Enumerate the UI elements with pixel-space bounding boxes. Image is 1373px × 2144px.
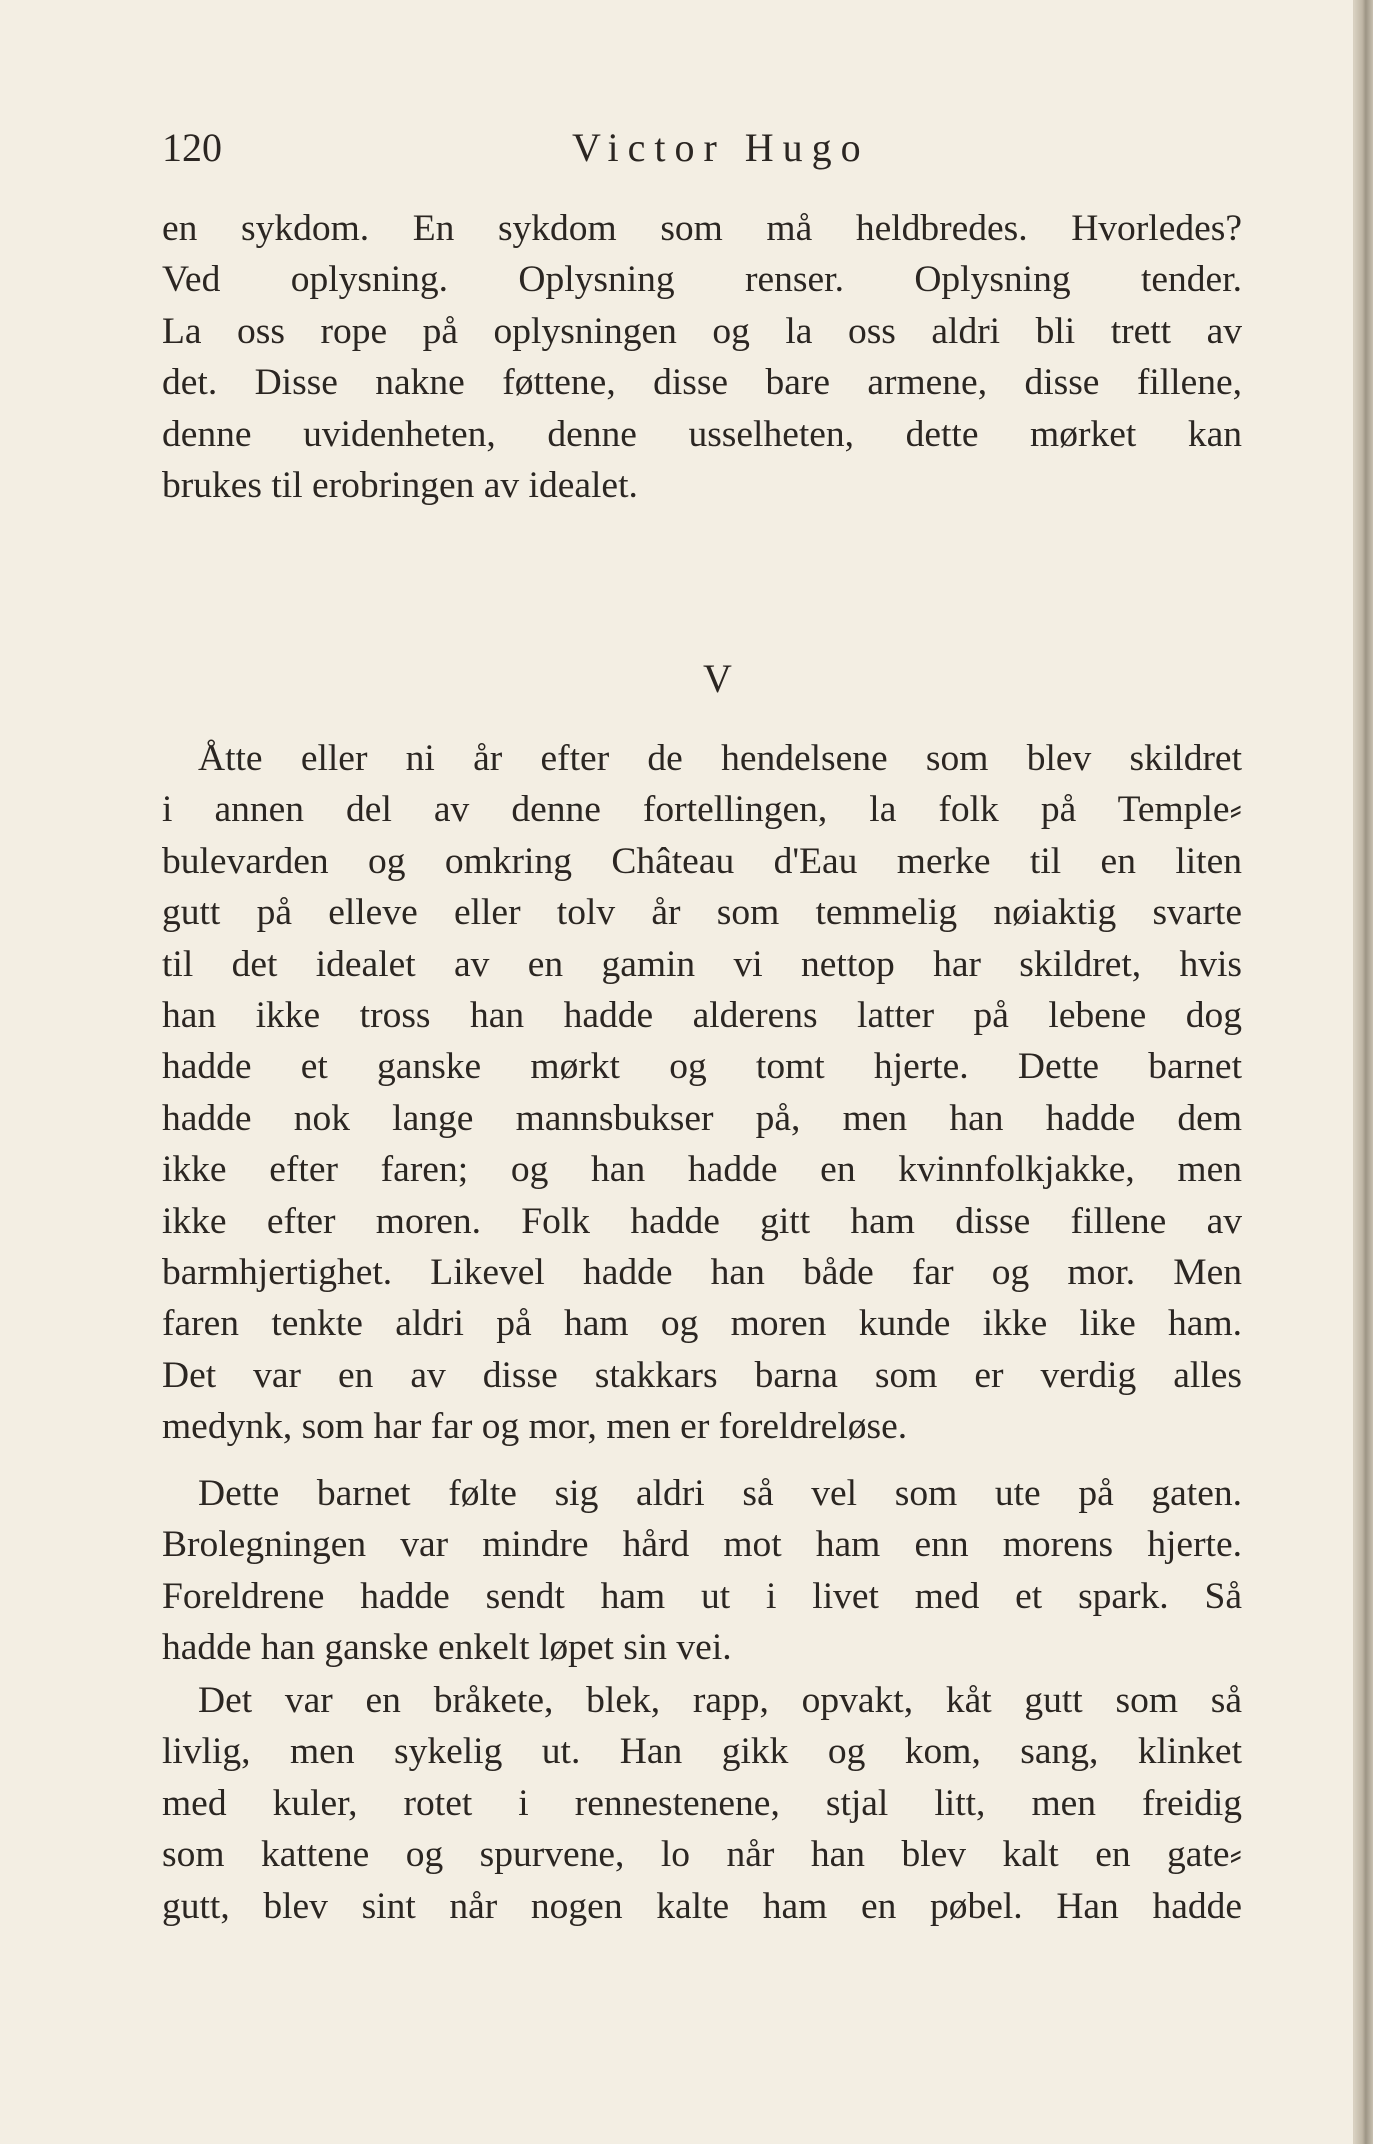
page-number: 120 bbox=[162, 125, 222, 170]
text-line: faren tenkte aldri på ham og moren kunde ikke like ham. bbox=[162, 1303, 1242, 1345]
text-line: La oss rope på oplysningen og la oss aldri bli trett av bbox=[162, 310, 1242, 352]
paragraph-2 bbox=[162, 733, 1242, 1453]
chapter-heading: V bbox=[703, 656, 732, 701]
page-edge bbox=[1355, 0, 1373, 2144]
text-line: gutt på elleve eller tolv år som temmelig nøiaktig svarte bbox=[162, 892, 1242, 934]
text-line: i annen del av denne fortellingen, la folk på Temple⸗ bbox=[162, 789, 1242, 831]
text-line: Dette barnet følte sig aldri så vel som ute på gaten. bbox=[198, 1473, 1242, 1514]
text-line: ikke efter moren. Folk hadde gitt ham disse fillene av bbox=[162, 1200, 1242, 1242]
text-line: Ved oplysning. Oplysning renser. Oplysning tender. bbox=[162, 259, 1242, 301]
text-line: gutt, blev sint når nogen kalte ham en pøbel. Han hadde bbox=[162, 1885, 1242, 1927]
text-line: Brolegningen var mindre hård mot ham enn morens hjerte. bbox=[162, 1524, 1242, 1566]
text-line: hadde et ganske mørkt og tomt hjerte. Dette barnet bbox=[162, 1046, 1242, 1088]
text-line: Det var en bråkete, blek, rapp, opvakt, kåt gutt som så bbox=[198, 1680, 1242, 1721]
running-head: Victor Hugo bbox=[572, 125, 870, 170]
text-line: medynk, som har far og mor, men er foreldreløse. bbox=[162, 1406, 908, 1448]
text-line: til det idealet av en gamin vi nettop har skildret, hvis bbox=[162, 943, 1242, 985]
paragraph-4 bbox=[162, 1675, 1242, 1932]
text-line: en sykdom. En sykdom som må heldbredes. Hvorledes? bbox=[162, 208, 1242, 249]
text-line: Åtte eller ni år efter de hendelsene som blev skildret bbox=[198, 738, 1242, 779]
paragraph-3 bbox=[162, 1468, 1242, 1674]
text-line: det. Disse nakne føttene, disse bare armene, disse fillene, bbox=[162, 362, 1242, 404]
text-line: hadde nok lange mannsbukser på, men han hadde dem bbox=[162, 1097, 1242, 1139]
paragraph-1 bbox=[162, 203, 1242, 511]
text-line: hadde han ganske enkelt løpet sin vei. bbox=[162, 1627, 732, 1669]
text-line: han ikke tross han hadde alderens latter på lebene dog bbox=[162, 995, 1242, 1037]
text-line: bulevarden og omkring Château d'Eau merke til en liten bbox=[162, 840, 1242, 882]
text-line: denne uvidenheten, denne usselheten, dette mørket kan bbox=[162, 413, 1242, 455]
text-line: Det var en av disse stakkars barna som er verdig alles bbox=[162, 1354, 1242, 1396]
text-line: med kuler, rotet i rennestenene, stjal litt, men freidig bbox=[162, 1782, 1242, 1824]
text-line: Foreldrene hadde sendt ham ut i livet med et spark. Så bbox=[162, 1575, 1242, 1617]
text-line: barmhjertighet. Likevel hadde han både far og mor. Men bbox=[162, 1252, 1242, 1294]
text-line: som kattene og spurvene, lo når han blev kalt en gate⸗ bbox=[162, 1834, 1242, 1876]
text-line: brukes til erobringen av idealet. bbox=[162, 465, 638, 507]
text-line: ikke efter faren; og han hadde en kvinnfolkjakke, men bbox=[162, 1149, 1242, 1191]
page-header bbox=[162, 118, 1262, 178]
text-line: livlig, men sykelig ut. Han gikk og kom, sang, klinket bbox=[162, 1731, 1242, 1773]
